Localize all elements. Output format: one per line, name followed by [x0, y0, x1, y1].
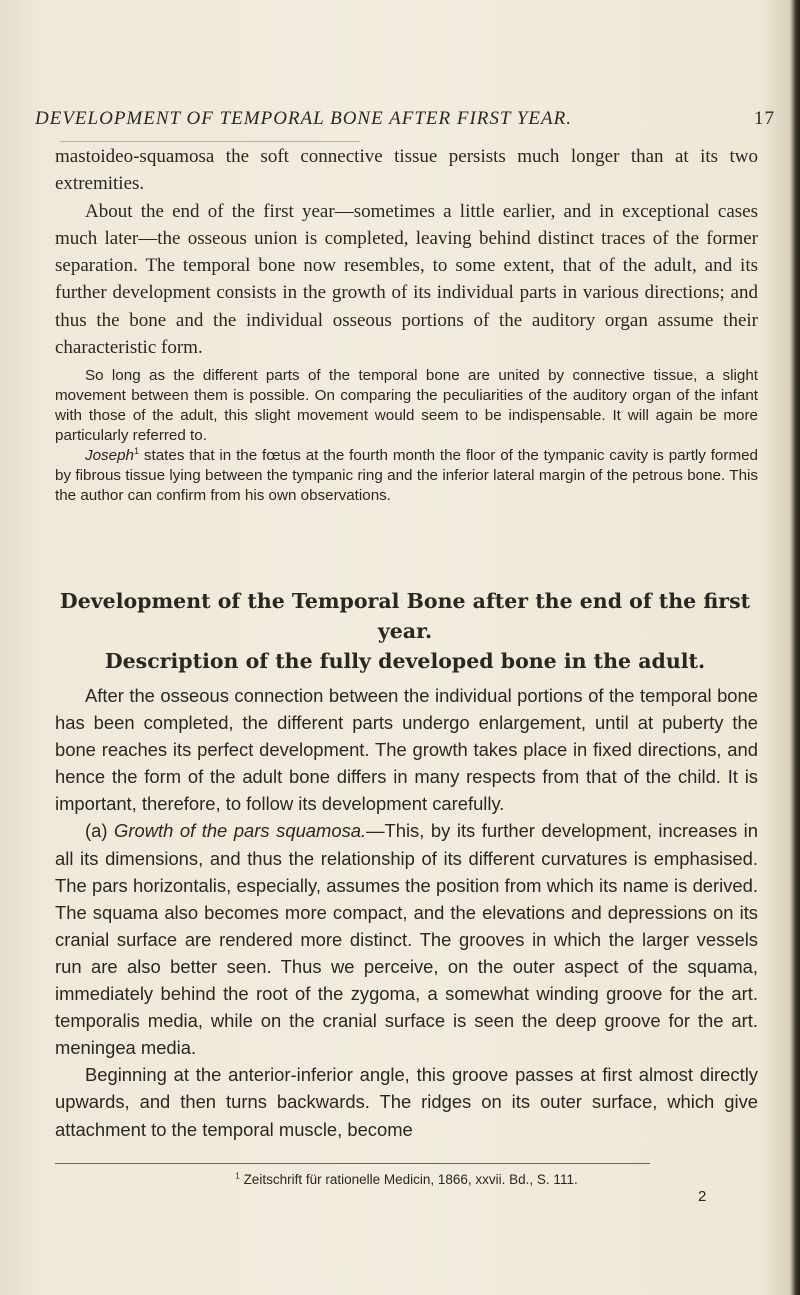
main-paragraph-1: After the osseous connection between the individual portions of the temporal bone has been completed, the different parts undergo enlargement, until at puberty the bone reaches its perfect development. The growth takes place in fixed directions, and hence the form of the adult bone differs in many respects from that of the child. It is important, therefore, to follow its development carefully. — [55, 685, 758, 815]
running-title: DEVELOPMENT OF TEMPORAL BONE AFTER FIRST YEAR. — [35, 108, 573, 129]
main-paragraph-2-text: —This, by its further development, increases in all its dimensions, and thus the relationship of its different curvatures is emphasised. The pars horizontalis, especially, assumes the position from which its name is derived. The squama also becomes more compact, and the elevations and depressions on its cranial surface are rendered more distinct. The grooves in which the larger vessels run are also better seen. Thus we perceive, on the outer aspect of the squama, immediately behind the root of the zygoma, a somewhat winding groove for the art. temporalis media, while on the cranial surface is seen the deep groove for the art. meningea media. — [55, 820, 758, 1059]
subsection-title: Growth of the pars squamosa. — [114, 820, 367, 842]
footnote-ref: 1 — [133, 445, 140, 456]
signature-mark: 2 — [698, 1188, 707, 1205]
small-paragraph-2-text: states that in the fœtus at the fourth month the floor of the tympanic cavity is partly formed by fibrous tissue lying between the tympanic ring and the inferior lateral margin of the petrous bone. This the author can confirm from his own observations. — [55, 447, 758, 504]
main-paragraph-2 — [55, 817, 758, 1061]
footnote-rule — [55, 1163, 650, 1164]
intro-paragraph-1: mastoideo-squamosa the soft connective tissue persists much longer than at its two extremities. — [55, 146, 758, 195]
section-heading-line-2: Description of the fully developed bone in the adult. — [104, 649, 706, 673]
subsection-label: (a) — [85, 820, 108, 842]
header-rule — [60, 141, 360, 142]
intro-paragraph-2: About the end of the first year—sometimes a little earlier, and in exceptional cases much later—the osseous union is completed, leaving behind distinct traces of the former separation. The temporal bone now resembles, to some extent, that of the adult, and its further development consists in the growth of its individual parts in various directions; and thus the bone and the individual osseous portions of the auditory organ assume their characteristic form. — [55, 200, 758, 359]
footnote-text: Zeitschrift für rationelle Medicin, 1866, xxvii. Bd., S. 111. — [243, 1172, 578, 1187]
page-number: 17 — [754, 108, 775, 129]
main-text — [55, 682, 758, 1143]
footnote-mark: 1 — [235, 1171, 240, 1181]
author-name: Joseph — [85, 447, 134, 464]
small-paragraph-1: So long as the different parts of the temporal bone are united by connective tissue, a slight movement between them is possible. On comparing the peculiarities of the auditory organ of the infant with those of the adult, this slight movement would seem to be indispensable. It will again be more particularly referred to. — [55, 367, 758, 444]
running-header — [35, 108, 775, 130]
main-paragraph-3: Beginning at the anterior-inferior angle, this groove passes at first almost directly upwards, and then turns backwards. The ridges on its outer surface, which give attachment to the temporal muscle, become — [55, 1064, 758, 1140]
small-paragraph-2 — [55, 446, 758, 506]
section-heading-line-1: Development of the Temporal Bone after the end of the first year. — [59, 589, 751, 643]
small-print-notes — [55, 366, 758, 506]
footnote — [55, 1172, 758, 1187]
section-heading — [35, 586, 775, 676]
intro-text — [55, 143, 758, 361]
